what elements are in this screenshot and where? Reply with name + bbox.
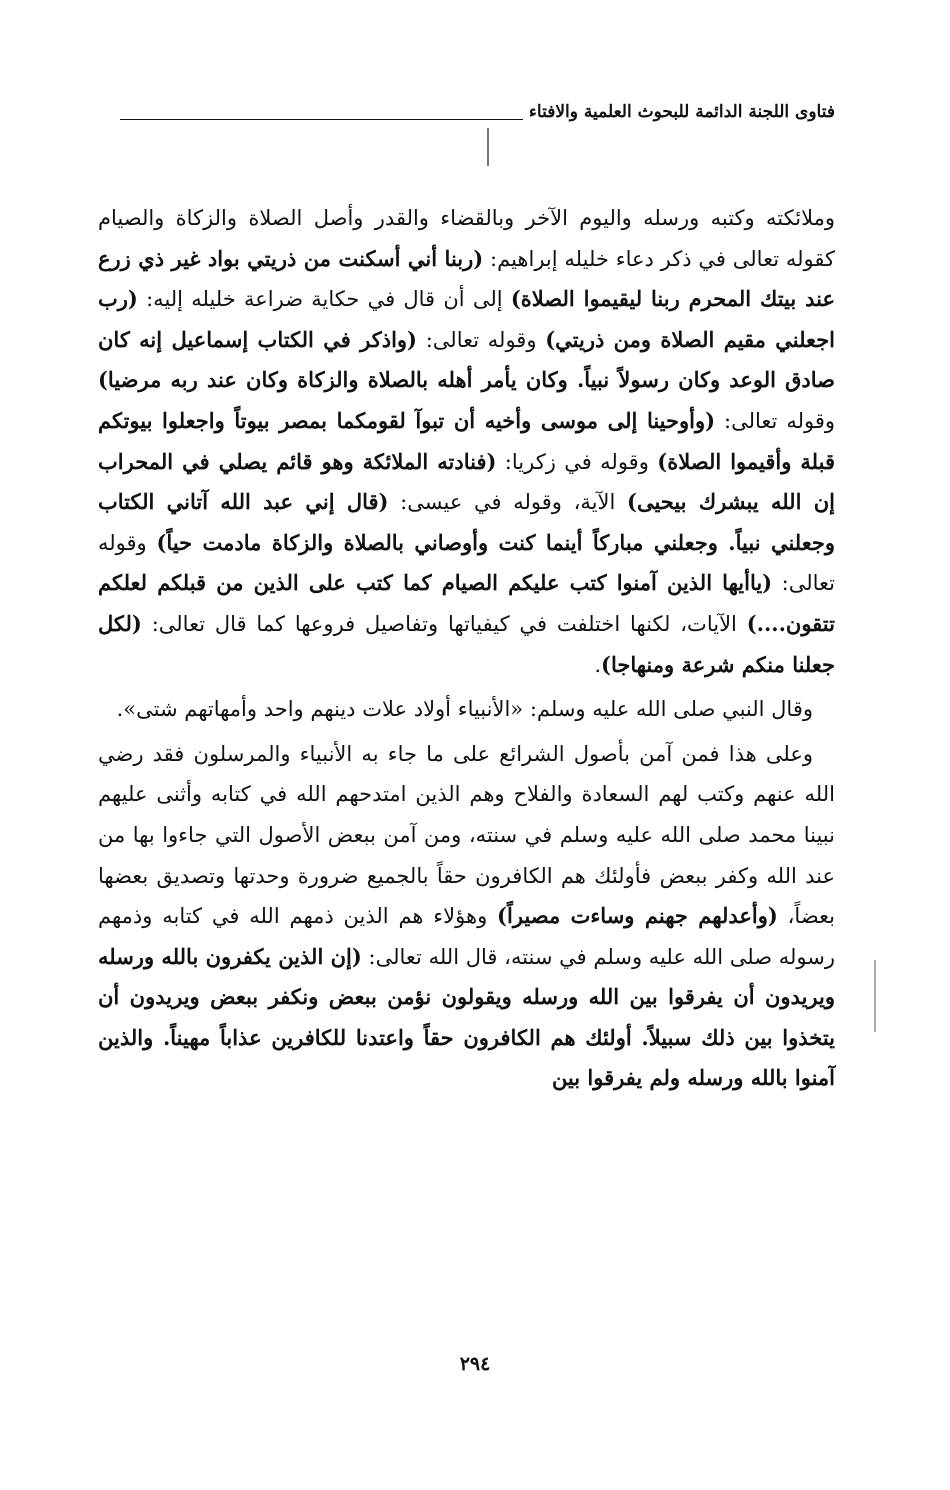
text-segment: وقوله تعالى: [98,530,835,596]
scan-artifact-line [874,960,876,1032]
text-segment: وقوله تعالى: [715,408,835,433]
header-rule [120,119,523,120]
text-segment: وملائكته وكتبه ورسله واليوم الآخر وبالقضاء والقدر وأصل الصلاة والزكاة والصيام كقوله تعالى في ذكر دعاء خليله إبراهيم: [98,206,835,271]
running-header-title: فتاوى اللجنة الدائمة للبحوث العلمية والافتاء [528,102,835,122]
text-segment: وقوله في زكريا: [496,449,658,474]
text-segment: وقوله تعالى: [417,327,546,352]
paragraph [98,198,835,685]
paragraph [98,734,835,1099]
paragraph [98,689,835,730]
text-segment: الآية، وقوله في عيسى: [388,490,628,515]
text-segment: الآيات، لكنها اختلفت في كيفياتها وتفاصيل فروعها كما قال تعالى: [141,611,747,636]
quran-quote: (إن الذين يكفرون بالله ورسله ويريدون أن يفرقوا بين الله ورسله ويقولون نؤمن ببعض ونكفر ببعض ويريدون أن يتخذوا بين ذلك سبيلاً. أولئك هم الكافرون حقاً واعتدنا للكافرين عذاباً مهيناً. والذين آمنوا بالله ورسله ولم يفرقوا بين [98,943,835,1091]
text-segment: وهؤلاء هم الذين ذمهم الله في كتابه وذمهم رسوله صلى الله عليه وسلم في سنته، قال الله تعالى: [98,904,835,969]
quran-quote: (وأوحينا إلى موسى وأخيه أن تبوآ لقومكما بمصر بيوتاً واجعلوا بيوتكم قبلة وأقيموا الصلاة) [98,407,835,474]
quran-quote: (لكل جعلنا منكم شرعة ومنهاجا) [98,610,835,677]
body-text [98,198,835,1099]
running-header [120,94,835,124]
quran-quote: (واذكر في الكتاب إسماعيل إنه كان صادق الوعد وكان رسولاً نبياً. وكان يأمر أهله بالصلاة والزكاة وكان عند ربه مرضيا) [98,326,835,393]
quran-quote: (ياأيها الذين آمنوا كتب عليكم الصيام كما كتب على الذين من قبلكم لعلكم تتقون....) [98,570,835,636]
text-segment: وعلى هذا فمن آمن بأصول الشرائع على ما جاء به الأنبياء والمرسلون فقد رضي الله عنهم وكتب لهم السعادة والفلاح وهم الذين امتدحهم الله في كتابه وأثنى عليهم نبينا محمد صلى الله عليه وسلم في سنته، ومن آمن ببعض الأصول التي جاءوا بها من عند الله وكفر ببعض فأولئك هم الكافرون حقاً بالجميع ضرورة وحدتها وتصديق بعضها بعضاً، [98,741,836,929]
page-number: ٢٩٤ [459,1353,491,1375]
quran-quote: (ربنا أني أسكنت من ذريتي بواد غير ذي زرع عند بيتك المحرم ربنا ليقيموا الصلاة) [98,245,835,312]
text-segment: وقال النبي صلى الله عليه وسلم: «الأنبياء أولاد علات دينهم واحد وأمهاتهم شتى». [116,697,813,722]
quran-quote: (وأعدلهم جهنم وساءت مصيراً) [497,903,778,929]
quran-quote: (رب اجعلني مقيم الصلاة ومن ذريتي) [98,286,836,352]
text-segment: . [594,652,602,677]
quran-quote: (قال إني عبد الله آتاني الكتاب وجعلني نبياً. وجعلني مباركاً أينما كنت وأوصاني بالصلاة والزكاة مادمت حياً) [98,489,835,555]
scan-artifact-line [487,128,489,166]
quran-quote: (فنادته الملائكة وهو قائم يصلي في المحراب إن الله يبشرك بيحيى) [98,448,835,515]
text-segment: إلى أن قال في حكاية ضراعة خليله إليه: [137,287,511,312]
